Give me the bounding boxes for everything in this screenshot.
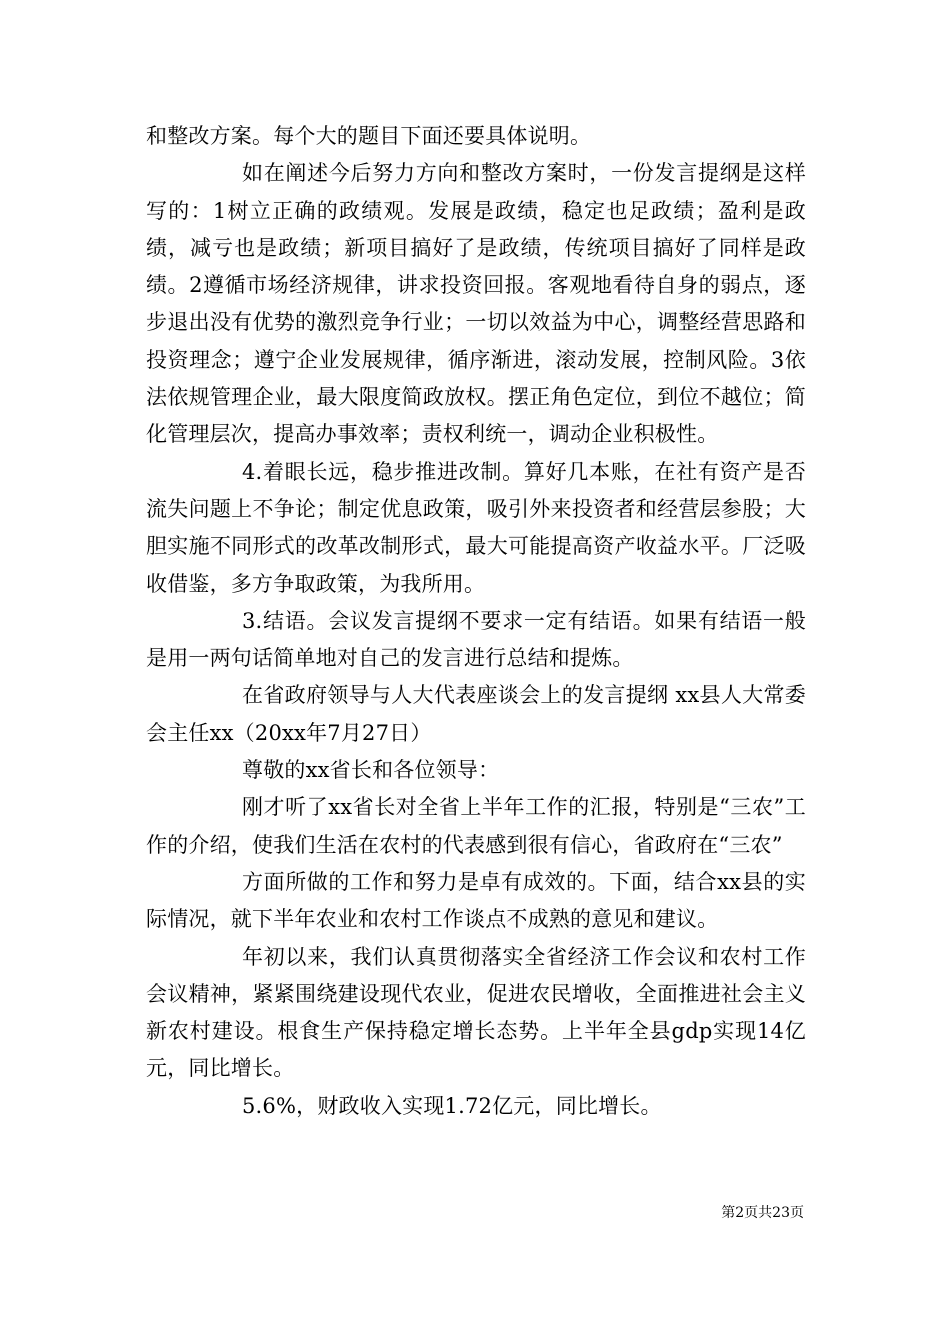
paragraph-2: 如在阐述今后努力方向和整改方案时，一份发言提纲是这样写的：1树立正确的政绩观。发展是政绩，稳定也足政绩；盈利是政绩，减亏也是政绩；新项目搞好了是政绩，传统项目搞好了同样是政绩。2遵循市场经济规律，讲求投资回报。客观地看待自身的弱点，逐步退出没有优势的激烈竞争行业；一切以效益为中心，调整经营思路和投资理念；遵宁企业发展规律，循序渐进，滚动发展，控制风险。3依法依规管理企业，最大限度简政放权。摆正角色定位，到位不越位；简化管理层次，提高办事效率；责权利统一，调动企业积极性。: [146, 161, 806, 447]
paragraph-3: 4.着眼长远，稳步推进改制。算好几本账，在社有资产是否流失问题上不争论；制定优息政策，吸引外来投资者和经营层参股；大胆实施不同形式的改革改制形式，最大可能提高资产收益水平。厂泛吸收借鉴，多方争取政策，为我所用。: [146, 459, 806, 596]
paragraph-6: 尊敬的xx省长和各位领导：: [242, 758, 500, 783]
page-number: 第2页共23页: [721, 1205, 804, 1221]
paragraph-8: 方面所做的工作和努力是卓有成效的。下面，结合xx县的实际情况，就下半年农业和农村工作谈点不成熟的意见和建议。: [146, 869, 806, 932]
paragraph-5: 在省政府领导与人大代表座谈会上的发言提纲 xx县人大常委会主任xx（20xx年7月27日）: [146, 683, 806, 745]
document-body: [146, 118, 806, 1125]
paragraph-9: 年初以来，我们认真贯彻落实全省经济工作会议和农村工作会议精神，紧紧围绕建设现代农业，促进农民增收，全面推进社会主义新农村建设。根食生产保持稳定增长态势。上半年全县gdp实现14亿元，同比增长。: [146, 944, 806, 1081]
paragraph-1: 和整改方案。每个大的题目下面还要具体说明。: [146, 124, 592, 148]
paragraph-4: 3.结语。会议发言提纲不要求一定有结语。如果有结语一般是用一两句话简单地对自己的发言进行总结和提炼。: [146, 608, 806, 671]
paragraph-10: 5.6%，财政收入实现1.72亿元，同比增长。: [242, 1093, 662, 1118]
paragraph-7: 刚才听了xx省长对全省上半年工作的汇报，特别是“三农”工作的介绍，使我们生活在农村的代表感到很有信心，省政府在“三农”: [146, 795, 806, 857]
